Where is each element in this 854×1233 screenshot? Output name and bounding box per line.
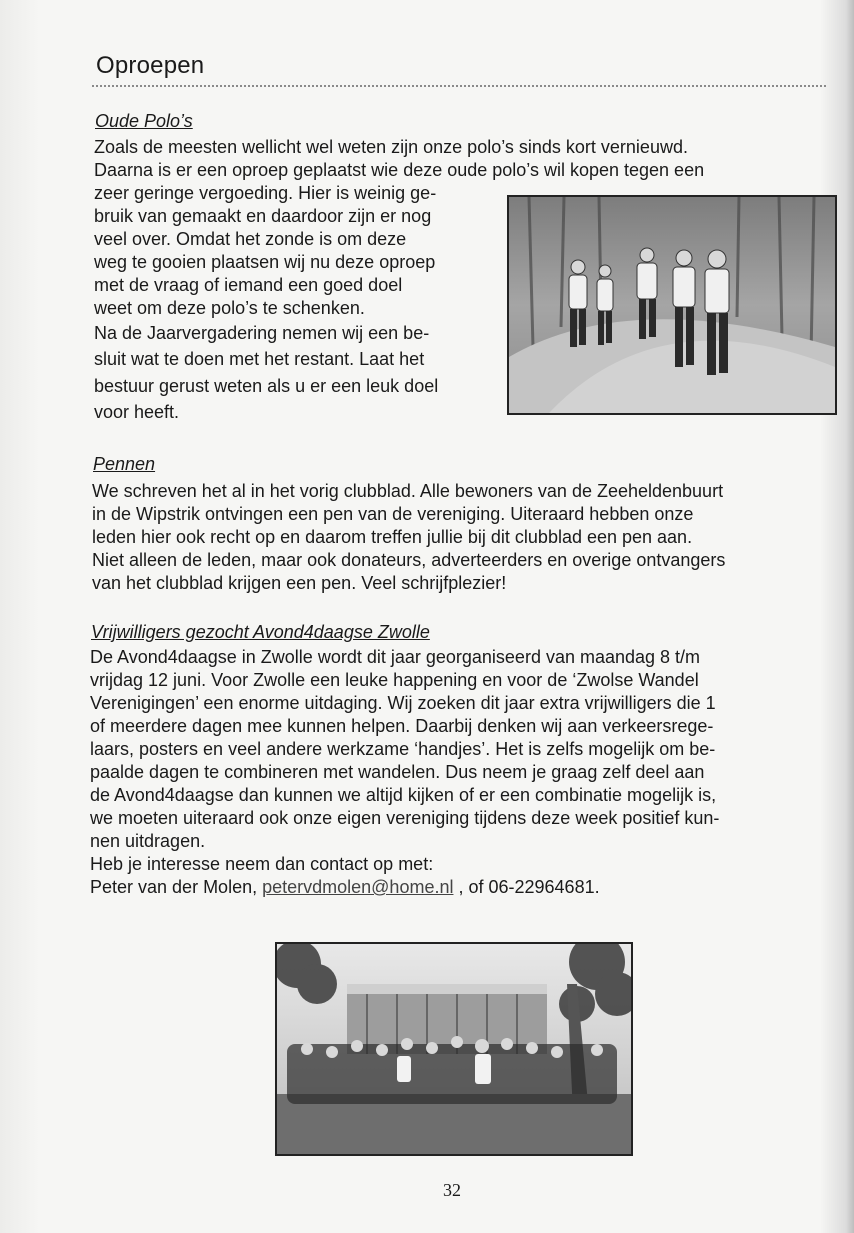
vrijwilligers-line-3: Verenigingen’ een enorme uitdaging. Wij zoeken dit jaar extra vrijwilligers die 1 — [90, 693, 716, 713]
polos-line-2: Daarna is er een oproep geplaatst wie deze oude polo’s wil kopen tegen een — [94, 160, 705, 180]
walkers-forest-illustration — [509, 197, 835, 413]
pennen-line-5: van het clubblad krijgen een pen. Veel schrijfplezier! — [92, 573, 507, 593]
contact-line — [90, 876, 600, 898]
vrijwilligers-line-7: de Avond4daagse dan kunnen we altijd kijken of er een combinatie mogelijk is, — [90, 785, 717, 805]
pennen-line-3: leden hier ook recht op en daarom treffen jullie bij dit clubblad een pen aan. — [92, 527, 693, 547]
pennen-line-4: Niet alleen de leden, maar ook donateurs, adverteerders en overige ontvangers — [92, 550, 726, 570]
vrijwilligers-line-1: De Avond4daagse in Zwolle wordt dit jaar georganiseerd van maandag 8 t/m — [90, 647, 701, 667]
vrijwilligers-line-10: Heb je interesse neem dan contact op met: — [90, 854, 434, 874]
polos-line-11: bestuur gerust weten als u er een leuk doel — [94, 376, 439, 396]
vrijwilligers-heading: Vrijwilligers gezocht Avond4daagse Zwolle — [91, 622, 430, 642]
polos-line-1: Zoals de meesten wellicht wel weten zijn onze polo’s sinds kort vernieuwd. — [94, 137, 688, 157]
vrijwilligers-line-9: nen uitdragen. — [90, 831, 206, 851]
contact-phone: , of 06-22964681. — [453, 877, 600, 897]
polos-line-8: weet om deze polo’s te schenken. — [94, 298, 365, 318]
vrijwilligers-line-8: we moeten uiteraard ook onze eigen vereniging tijdens deze week positief kun- — [90, 808, 720, 828]
polos-line-9: Na de Jaarvergadering nemen wij een be- — [94, 323, 430, 343]
polos-line-10: sluit wat te doen met het restant. Laat het — [94, 349, 425, 369]
vrijwilligers-line-5: laars, posters en veel andere werkzame ‘handjes’. Het is zelfs mogelijk om be- — [90, 739, 716, 759]
walkers-forest-photo — [507, 195, 837, 415]
polos-line-3: zeer geringe vergoeding. Hier is weinig ge- — [94, 183, 437, 203]
polos-line-6: weg te gooien plaatsen wij nu deze oproep — [94, 252, 436, 272]
title-divider — [92, 85, 826, 87]
polos-heading: Oude Polo’s — [95, 111, 193, 131]
page-title: Oproepen — [96, 52, 205, 79]
pennen-line-2: in de Wipstrik ontvingen een pen van de vereniging. Uiteraard hebben onze — [92, 504, 694, 524]
vrijwilligers-line-6: paalde dagen te combineren met wandelen. Dus neem je graag zelf deel aan — [90, 762, 705, 782]
polos-line-12: voor heeft. — [94, 402, 180, 422]
polos-line-7: met de vraag of iemand een goed doel — [94, 275, 403, 295]
vrijwilligers-line-2: vrijdag 12 juni. Voor Zwolle een leuke happening en voor de ‘Zwolse Wandel — [90, 670, 699, 690]
vrijwilligers-line-4: of meerdere dagen mee kunnen helpen. Daarbij denken wij aan verkeersrege- — [90, 716, 714, 736]
polos-line-4: bruik van gemaakt en daardoor zijn er nog — [94, 206, 432, 226]
avond4daagse-crowd-photo — [275, 942, 633, 1156]
pennen-line-1: We schreven het al in het vorig clubblad. Alle bewoners van de Zeeheldenbuurt — [92, 481, 724, 501]
crowd-illustration — [277, 944, 631, 1154]
contact-email-link[interactable]: petervdmolen@home.nl — [262, 877, 454, 897]
polos-line-5: veel over. Omdat het zonde is om deze — [94, 229, 407, 249]
contact-name: Peter van der Molen, — [90, 877, 263, 897]
page-number: 32 — [443, 1180, 461, 1200]
pennen-heading: Pennen — [93, 454, 156, 474]
